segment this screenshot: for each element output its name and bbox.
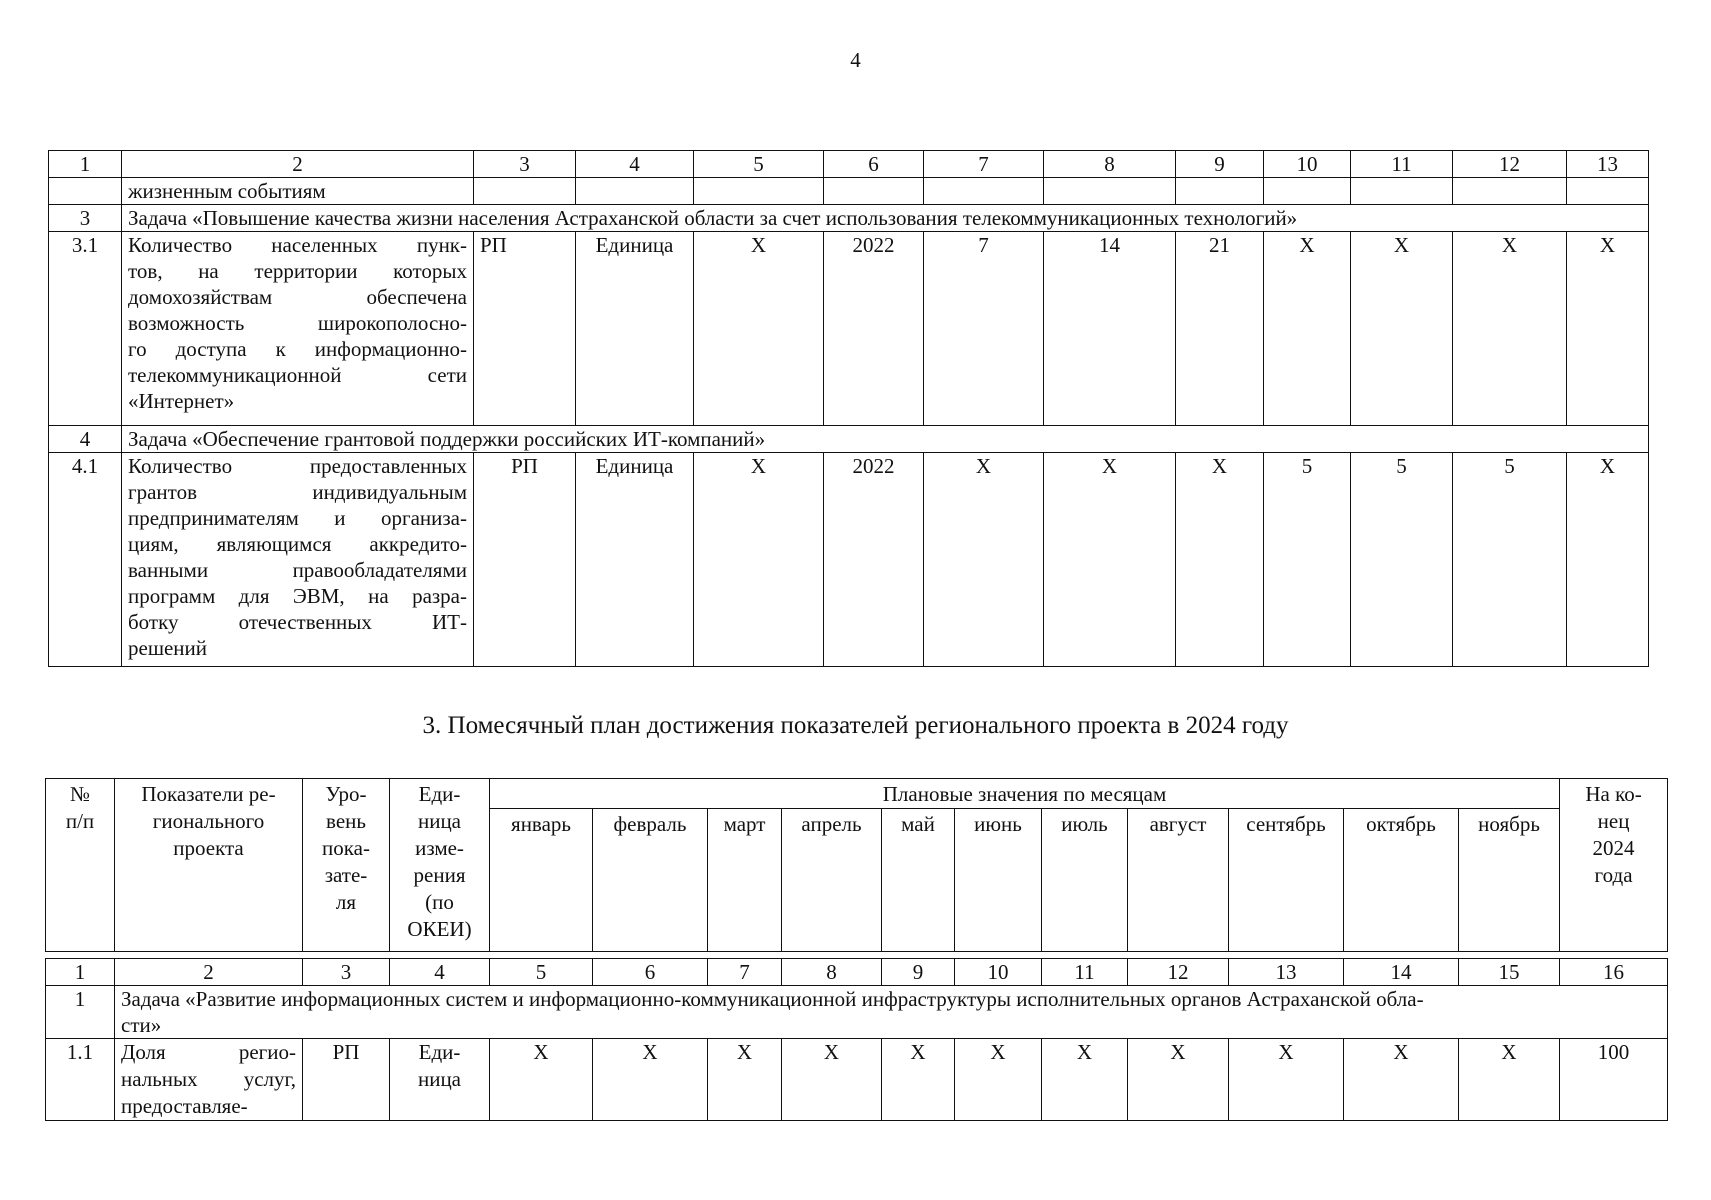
header-plan-values: Плановые значения по месяцам <box>490 779 1560 809</box>
month-value: X <box>1128 1039 1229 1121</box>
page-number: 4 <box>850 48 861 72</box>
indicator-row-1-1 <box>46 1039 1668 1121</box>
indicator-level: РП <box>474 232 576 426</box>
cell-value: 5 <box>1351 453 1453 667</box>
month-header: август <box>1128 809 1229 952</box>
column-numbers-row <box>49 151 1649 178</box>
col-number: 3 <box>474 151 576 178</box>
cell-value: 5 <box>1453 453 1567 667</box>
month-header: январь <box>490 809 593 952</box>
indicator-name: Количество предоставленных грантов индивидуальным предпринимателям и организа- циям, являющимся аккредито- ванными правообладателями программ для ЭВМ, на разра- ботку отечественных ИТ- решений <box>122 453 474 667</box>
month-header: июнь <box>955 809 1042 952</box>
end-of-year-value: 100 <box>1560 1039 1668 1121</box>
header-unit: Еди- ница изме- рения (по ОКЕИ) <box>390 779 490 952</box>
month-header: февраль <box>593 809 708 952</box>
indicator-name: Количество населенных пунк- тов, на территории которых домохозяйствам обеспечена возможность широкополосно- го доступа к информационно- телекоммуникационной сети «Интернет» <box>122 232 474 426</box>
task-row-3 <box>49 205 1649 232</box>
task-text: Задача «Обеспечение грантовой поддержки российских ИТ-компаний» <box>122 426 1649 453</box>
col-number: 12 <box>1453 151 1567 178</box>
col-number: 1 <box>49 151 122 178</box>
cell-value: X <box>924 453 1044 667</box>
col-number: 3 <box>303 959 390 986</box>
month-header: май <box>882 809 955 952</box>
indicator-number: 3.1 <box>49 232 122 426</box>
month-value: X <box>955 1039 1042 1121</box>
task-text: Задача «Развитие информационных систем и информационно-коммуникационной инфраструктуры исполнительных органов Астраханской обла- сти» <box>115 986 1668 1039</box>
col-number: 2 <box>122 151 474 178</box>
month-header: сентябрь <box>1229 809 1344 952</box>
section-title: 3. Помесячный план достижения показателей регионального проекта в 2024 году <box>422 712 1289 739</box>
month-header: март <box>708 809 782 952</box>
col-number: 6 <box>593 959 708 986</box>
indicator-number: 4.1 <box>49 453 122 667</box>
cell-value: 21 <box>1176 232 1264 426</box>
month-value: X <box>782 1039 882 1121</box>
col-number: 9 <box>1176 151 1264 178</box>
month-header: ноябрь <box>1459 809 1560 952</box>
monthly-plan-header-table <box>45 778 1668 952</box>
month-header: июль <box>1042 809 1128 952</box>
col-number: 7 <box>924 151 1044 178</box>
indicator-name: Доля регио- нальных услуг, предоставляе- <box>115 1039 303 1121</box>
col-number: 15 <box>1459 959 1560 986</box>
col-number: 2 <box>115 959 303 986</box>
header-level: Уро- вень пока- зате- ля <box>303 779 390 952</box>
indicator-unit: Единица <box>576 232 694 426</box>
col-number: 14 <box>1344 959 1459 986</box>
col-number: 1 <box>46 959 115 986</box>
column-numbers-row <box>46 959 1668 986</box>
col-number: 8 <box>1044 151 1176 178</box>
indicators-table-continued <box>48 150 1649 667</box>
task-number: 4 <box>49 426 122 453</box>
col-number: 16 <box>1560 959 1668 986</box>
month-value: X <box>1459 1039 1560 1121</box>
col-number: 13 <box>1567 151 1649 178</box>
cell-value: X <box>1351 232 1453 426</box>
month-value: X <box>882 1039 955 1121</box>
task-text: Задача «Повышение качества жизни населения Астраханской области за счет использования телекоммуникационных технологий» <box>122 205 1649 232</box>
cell-value: X <box>1264 232 1351 426</box>
header-number: № п/п <box>46 779 115 952</box>
month-value: X <box>1229 1039 1344 1121</box>
month-value: X <box>490 1039 593 1121</box>
cell-value: 2022 <box>824 453 924 667</box>
month-header: апрель <box>782 809 882 952</box>
indicator-row-3-1 <box>49 232 1649 426</box>
col-number: 8 <box>782 959 882 986</box>
cell-value: X <box>694 453 824 667</box>
cell-value: X <box>1453 232 1567 426</box>
col-number: 5 <box>694 151 824 178</box>
indicator-row-4-1 <box>49 453 1649 667</box>
cell-value: X <box>1567 232 1649 426</box>
header-end-of-year: На ко- нец 2024 года <box>1560 779 1668 952</box>
cell-value: 7 <box>924 232 1044 426</box>
indicator-number: 1.1 <box>46 1039 115 1121</box>
col-number: 5 <box>490 959 593 986</box>
continuation-text: жизненным событиям <box>122 178 474 205</box>
cell-value: 5 <box>1264 453 1351 667</box>
task-row-4 <box>49 426 1649 453</box>
col-number: 11 <box>1351 151 1453 178</box>
month-value: X <box>593 1039 708 1121</box>
col-number: 4 <box>576 151 694 178</box>
col-number: 9 <box>882 959 955 986</box>
monthly-plan-table <box>45 958 1668 1121</box>
col-number: 12 <box>1128 959 1229 986</box>
col-number: 4 <box>390 959 490 986</box>
cell-value: 2022 <box>824 232 924 426</box>
task-number: 1 <box>46 986 115 1039</box>
indicator-unit: Еди- ница <box>390 1039 490 1121</box>
month-header: октябрь <box>1344 809 1459 952</box>
indicator-unit: Единица <box>576 453 694 667</box>
col-number: 13 <box>1229 959 1344 986</box>
continuation-row <box>49 178 1649 205</box>
col-number: 6 <box>824 151 924 178</box>
task-row-1 <box>46 986 1668 1039</box>
cell-value: X <box>1567 453 1649 667</box>
col-number: 7 <box>708 959 782 986</box>
col-number: 10 <box>1264 151 1351 178</box>
cell-value: X <box>1044 453 1176 667</box>
cell-value: X <box>694 232 824 426</box>
indicator-level: РП <box>474 453 576 667</box>
col-number: 11 <box>1042 959 1128 986</box>
header-indicator: Показатели ре- гионального проекта <box>115 779 303 952</box>
month-value: X <box>708 1039 782 1121</box>
cell-value: X <box>1176 453 1264 667</box>
indicator-level: РП <box>303 1039 390 1121</box>
cell-value: 14 <box>1044 232 1176 426</box>
task-number: 3 <box>49 205 122 232</box>
col-number: 10 <box>955 959 1042 986</box>
month-value: X <box>1344 1039 1459 1121</box>
month-value: X <box>1042 1039 1128 1121</box>
